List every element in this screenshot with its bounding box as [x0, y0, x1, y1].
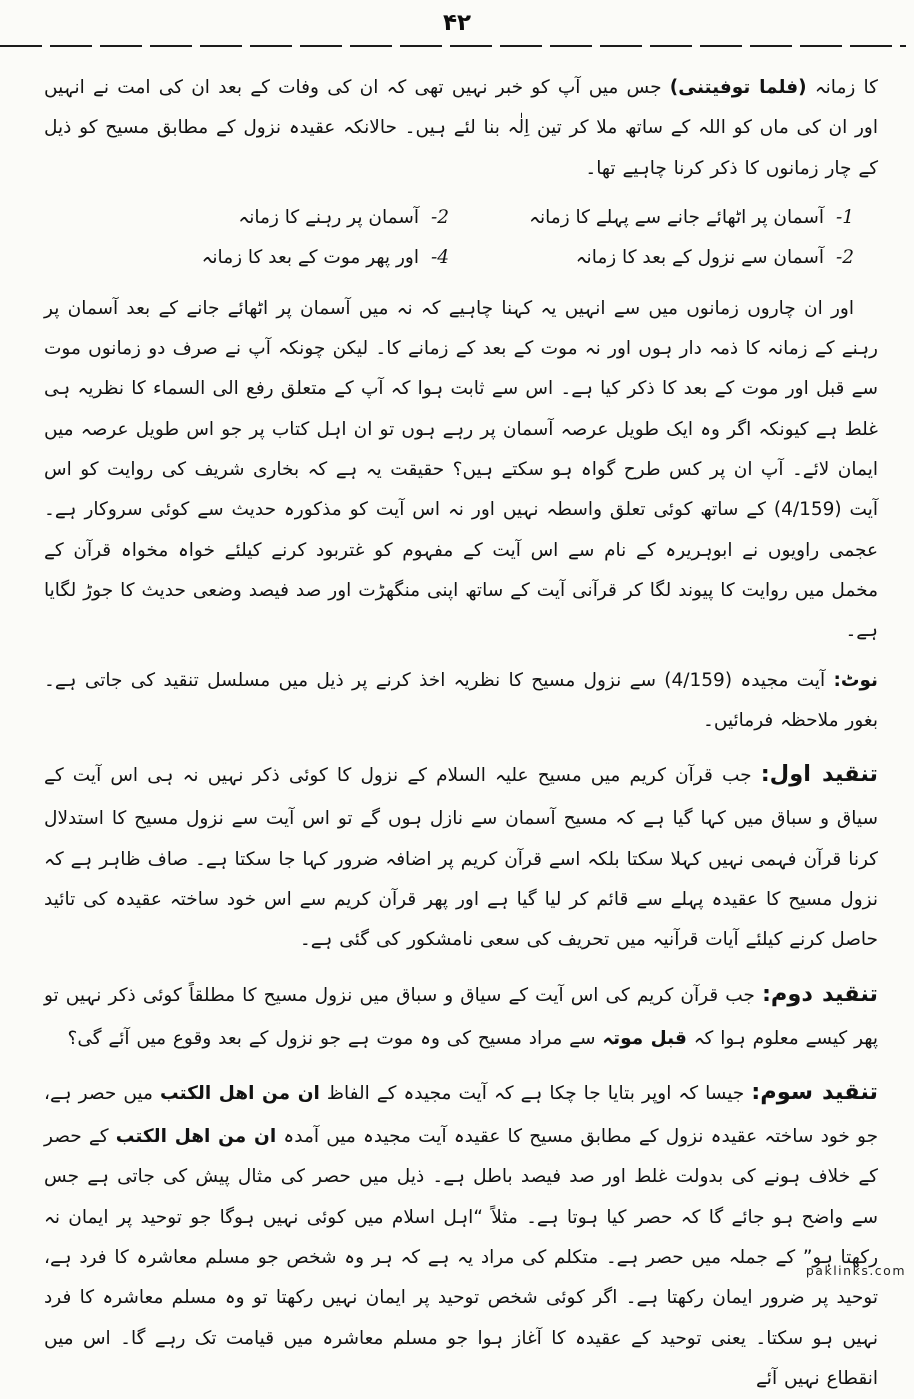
item-number: 1- [835, 206, 854, 228]
item-text: اور پھر موت کے بعد کا زمانہ [201, 247, 419, 269]
critique-2-label: تنقید دوم: [761, 980, 878, 1007]
critique-1-label: تنقید اول: [760, 761, 878, 788]
item-text: آسمان پر رہنے کا زمانہ [238, 206, 419, 228]
item-number: 4- [430, 247, 449, 269]
item-number: 2- [430, 206, 449, 228]
page-header [0, 0, 914, 62]
critique-3-text-1: جیسا کہ اوپر بتایا جا چکا ہے کہ آیت مجیدہ کے الفاظ [326, 1082, 745, 1104]
item-text: آسمان سے نزول کے بعد کا زمانہ [575, 247, 824, 269]
opening-paragraph [44, 68, 878, 189]
item-number: 2- [835, 247, 854, 269]
list-item [44, 238, 449, 278]
header-rule [0, 45, 906, 47]
page-content [0, 62, 914, 1399]
critique-3-text-2: میں حصر ہے، جو خود ساختہ عقیدہ نزول کے مطابق مسیح کا عقیدہ آیت مجیدہ میں آمدہ [44, 1082, 879, 1148]
discussion-paragraph: اور ان چاروں زمانوں میں سے انہیں یہ کہنا چاہیے کہ نہ میں آسمان پر اٹھائے جانے کے بعد آسمان پر رہنے کے زمانہ کا ذمہ دار ہوں اور نہ موت کے بعد کے زمانے کا۔ لیکن چونکہ آپ نے صرف دو زمانوں موت سے قبل اور موت کے بعد کا ذکر کیا ہے۔ اس سے ثابت ہوا کہ آپ کے متعلق رفع الی السماء کا نظریہ ہی غلط ہے کیونکہ اگر وہ ایک طویل عرصہ آسمان پر رہے ہوں تو ان اہل کتاب پر جو اس طویل عرصہ میں ایمان لائے۔ آپ ان پر کس طرح گواہ ہو سکتے ہیں؟ حقیقت یہ ہے کہ بخاری شریف کی روایت کو اس آیت (4/159) کے ساتھ کوئی تعلق واسطہ نہیں اور نہ اس آیت کو مذکورہ حدیث سے کوئی سروکار ہے۔ عجمی راویوں نے ابوہریرہ کے نام سے اس آیت کے مفہوم کو غتربود کرنے کیلئے خواہ مخواہ قرآن کے مخمل میں روایت کا پیوند لگا کر قرآنی آیت کے ساتھ اپنی منگھڑت اور صد فیصد وضعی حدیث کا جوڑ لگایا ہے۔ [44, 297, 878, 642]
critique-2-paragraph [44, 970, 878, 1059]
critique-2-bold-phrase: قبل موتہ [602, 1027, 687, 1049]
list-item [44, 198, 449, 238]
arabic-phrase-bold: (فلما توفیتنی) [669, 77, 807, 98]
note-paragraph [44, 661, 878, 742]
note-text: آیت مجیدہ (4/159) سے نزول مسیح کا نظریہ اخذ کرنے پر ذیل میں مسلسل تنقید کی جاتی ہے۔ بغور ملاحظہ فرمائیں۔ [44, 669, 878, 731]
critique-3-arabic-2: ان من اهل الکتب [115, 1126, 277, 1148]
list-item [449, 198, 854, 238]
critique-1-paragraph [44, 750, 878, 960]
list-item [449, 238, 854, 278]
critique-3-arabic-1: ان من اهل الکتب [160, 1082, 320, 1104]
critique-2-text-1: جب قرآن کریم کی اس آیت کے سیاق و سباق میں نزول مسیح کا مطلقاً کوئی ذکر نہیں تو پھر کیسے معلوم ہوا کہ [44, 984, 878, 1049]
note-label: نوٹ: [833, 669, 879, 691]
four-eras-list [44, 198, 878, 279]
critique-2-text-2: سے مراد مسیح کی وہ موت ہے جو نزول کے بعد وقوع میں آئے گی؟ [67, 1027, 596, 1049]
page-number: ۴۲ [442, 10, 472, 36]
opening-rest: جس میں آپ کو خبر نہیں تھی کہ ان کی وفات کے بعد ان کی امت نے انہیں اور ان کی ماں کو اللہ کے ساتھ ملا کر تین اِلٰہ بنا لئے ہیں۔ حالانکہ عقیدہ نزول کے مطابق مسیح کو ذیل کے چار زمانوں کا ذکر کرنا چاہیے تھا۔ [44, 77, 878, 179]
critique-1-text: جب قرآن کریم میں مسیح علیہ السلام کے نزول کا کوئی ذکر نہیں نہ ہی اس آیت کے سیاق و سباق میں کہا گیا ہے کہ مسیح آسمان سے نازل ہوں گے تو اس آیت سے نزول مسیح کا استدلال کرنا قرآن فہمی نہیں کہلا سکتا بلکہ اسے قرآن کریم پر اضافہ ضرور کہا جا سکتا ہے۔ صاف ظاہر ہے کہ نزول مسیح کا عقیدہ پہلے سے قائم کر لیا گیا ہے اور پھر قرآن کریم سے اس خود ساختہ عقیدہ کی تائید حاصل کرنے کیلئے آیات قرآنیہ میں تحریف کی سعی نامشکور کی گئی ہے۔ [44, 765, 878, 951]
critique-3-text-3: کے حصر کے خلاف ہونے کی بدولت غلط اور صد فیصد باطل ہے۔ ذیل میں حصر کی مثال پیش کی جاتی ہے جس سے واضح ہو جائے گا کہ حصر کیا ہوتا ہے۔ مثلاً “اہل اسلام میں کوئی نہیں ہوگا جو توحید پر ایمان نہ رکھتا ہو” کے جملہ میں حصر ہے۔ متکلم کی مراد یہ ہے کہ ہر وہ شخص جو مسلم معاشرہ کا فرد ہے، توحید پر ضرور ایمان رکھتا ہے۔ اگر کوئی شخص توحید پر ایمان نہیں رکھتا تو وہ مسلم معاشرہ کا فرد نہیں ہو سکتا۔ یعنی توحید کے عقیدہ کا آغاز ہوا جو مسلم معاشرہ میں قیامت تک رہے گا۔ اس میں انقطاع نہیں آئے [44, 1126, 878, 1389]
item-text: آسمان پر اٹھائے جانے سے پہلے کا زمانہ [529, 206, 824, 228]
critique-3-label: تنقید سوم: [751, 1078, 878, 1105]
opening-lead: کا زمانہ [814, 77, 878, 98]
critique-3-paragraph [44, 1068, 878, 1399]
watermark: paklinks.com [805, 1263, 906, 1278]
